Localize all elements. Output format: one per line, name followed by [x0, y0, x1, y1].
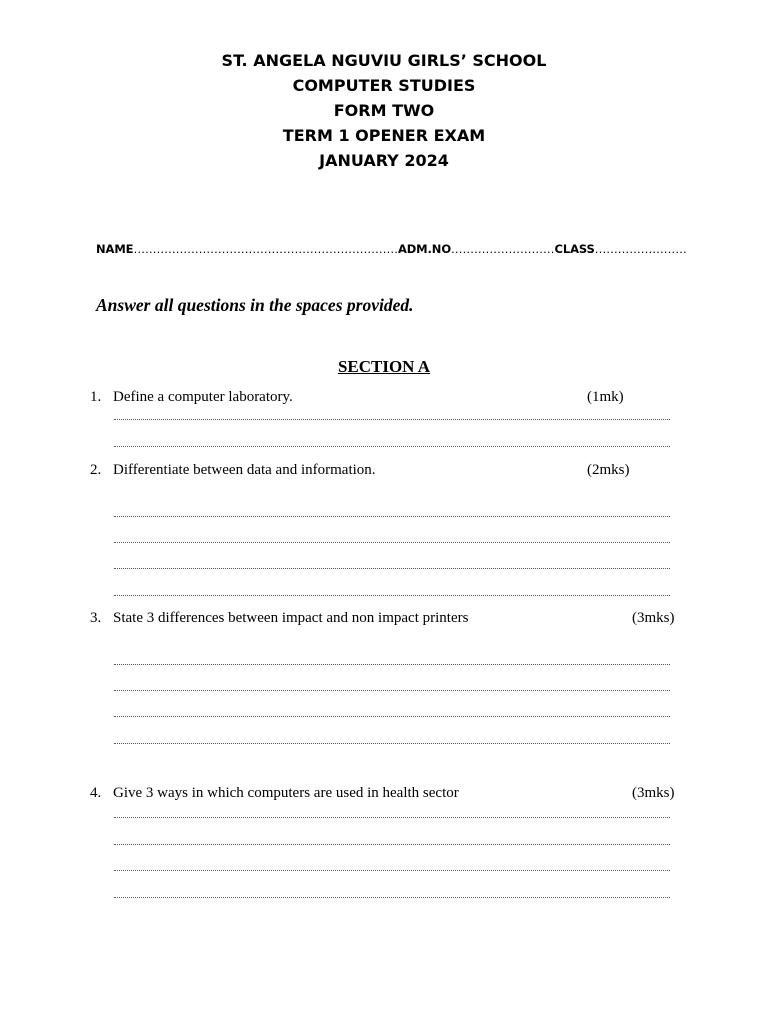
answer-line[interactable]	[114, 844, 670, 845]
question-marks: (1mk)	[587, 389, 624, 405]
answer-line[interactable]	[114, 516, 670, 517]
answer-line[interactable]	[114, 690, 670, 691]
answer-line[interactable]	[114, 446, 670, 447]
question-row	[90, 389, 690, 409]
question-3	[90, 610, 690, 630]
answer-line[interactable]	[114, 897, 670, 898]
question-row	[90, 462, 690, 482]
answer-line[interactable]	[114, 870, 670, 871]
question-4	[90, 785, 690, 805]
question-text: Define a computer laboratory.	[113, 389, 293, 405]
answer-line[interactable]	[114, 542, 670, 543]
question-row	[90, 610, 690, 630]
answer-line[interactable]	[114, 743, 670, 744]
exam-date: JANUARY 2024	[319, 151, 449, 170]
question-number: 2.	[90, 462, 102, 478]
question-marks: (3mks)	[632, 610, 675, 626]
form-level: FORM TWO	[333, 101, 435, 120]
section-title: SECTION A	[337, 357, 431, 376]
question-number: 3.	[90, 610, 102, 626]
answer-line[interactable]	[114, 664, 670, 665]
question-text: Differentiate between data and information.	[113, 462, 376, 478]
answer-line[interactable]	[114, 716, 670, 717]
name-label: NAME	[96, 242, 134, 256]
answer-line[interactable]	[114, 568, 670, 569]
name-field[interactable]: ……………………………………………………………	[133, 242, 398, 256]
adm-label: ADM.NO	[397, 242, 451, 256]
school-name: ST. ANGELA NGUVIU GIRLS’ SCHOOL	[221, 51, 547, 70]
answer-line[interactable]	[114, 419, 670, 420]
question-text: Give 3 ways in which computers are used in health sector	[113, 785, 459, 801]
question-number: 4.	[90, 785, 102, 801]
class-field[interactable]: ……………………	[594, 242, 687, 256]
exam-title: TERM 1 OPENER EXAM	[282, 126, 486, 145]
question-text: State 3 differences between impact and non impact printers	[113, 610, 469, 626]
adm-field[interactable]: ………………………	[451, 242, 555, 256]
answer-line[interactable]	[114, 817, 670, 818]
question-number: 1.	[90, 389, 102, 405]
exam-header	[0, 48, 768, 173]
class-label: CLASS	[554, 242, 595, 256]
subject-title: COMPUTER STUDIES	[292, 76, 476, 95]
question-1	[90, 389, 690, 409]
question-marks: (3mks)	[632, 785, 675, 801]
question-row	[90, 785, 690, 805]
instructions: Answer all questions in the spaces provided.	[96, 295, 414, 315]
question-2	[90, 462, 690, 482]
student-info-line	[96, 242, 687, 256]
question-marks: (2mks)	[587, 462, 630, 478]
answer-line[interactable]	[114, 595, 670, 596]
